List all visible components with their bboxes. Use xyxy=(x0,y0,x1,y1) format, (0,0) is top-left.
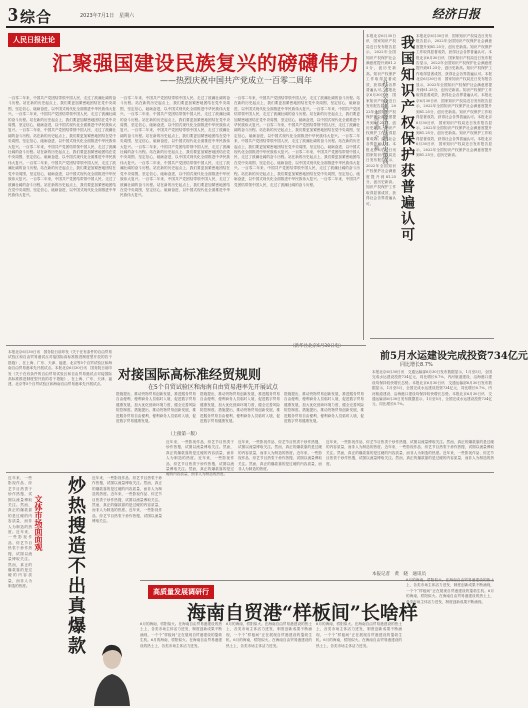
feature-body-col-5 xyxy=(326,440,494,566)
section-name: 综合 xyxy=(20,8,53,26)
feature-body-col-4 xyxy=(238,440,322,574)
ip-byline: 本报记者 佘 颖 xyxy=(373,110,379,150)
ip-subline: 社会公众满意度提升到历史最高 xyxy=(381,80,388,164)
feature-body-col-1 xyxy=(8,476,32,702)
main-headline: 汇聚强国建设民族复兴的磅礴伟力 xyxy=(52,51,360,75)
hainan-headline: 海南自贸港“样板间”长啥样 xyxy=(187,602,418,624)
hainan-body-col-3 xyxy=(316,622,402,706)
divider xyxy=(6,345,366,346)
commentary-tag: 人民日报社论 xyxy=(8,33,60,47)
main-subheadline: ——热烈庆祝中国共产党成立一百零二周年 xyxy=(160,76,312,85)
ip-body-col-1 xyxy=(366,34,396,334)
author-portrait xyxy=(88,640,136,706)
hainan-body-col-1 xyxy=(140,622,222,706)
issue-date: 2023年7月1日 星期六 xyxy=(80,13,135,19)
continued-label: （上接第一版） xyxy=(168,432,200,437)
page-number: 3 xyxy=(8,4,18,26)
divider xyxy=(370,338,494,339)
series-banner: 高质量发展调研行 xyxy=(148,585,214,599)
newspaper-logo: 经济日报 xyxy=(432,7,481,21)
trade-subheadline: 在5个自贸试验区和海南自由贸易港率先开展试点 xyxy=(148,384,278,391)
main-body-col-2 xyxy=(120,96,230,342)
main-article-note: （新华社北京6月30日电） xyxy=(290,344,344,349)
hainan-body-col-2 xyxy=(226,622,312,706)
ip-headline: 我国知识产权保护获普遍认可 xyxy=(399,35,415,243)
feature-tag: 文体市场面面观 xyxy=(34,495,43,551)
water-subheadline: 同比增长8.7% xyxy=(400,362,433,368)
feature-headline: 炒热搜造不出真爆款 xyxy=(65,476,86,656)
water-headline: 前5月水运建设完成投资734亿元 xyxy=(380,351,528,362)
feature-body-col-3 xyxy=(166,440,234,574)
main-body-col-1 xyxy=(8,96,116,342)
feature-body-col-2 xyxy=(92,476,162,636)
hainan-body-col-4 xyxy=(406,578,494,706)
divider xyxy=(363,30,364,340)
trade-lead xyxy=(8,350,112,470)
main-body-col-3 xyxy=(234,96,360,342)
ip-body-col-2 xyxy=(416,34,492,334)
hainan-byline: 本报记者 黄 晓 通讯员 xyxy=(372,572,426,577)
trade-headline: 对接国际高标准经贸规则 xyxy=(118,368,262,383)
masthead-rule xyxy=(6,26,494,28)
